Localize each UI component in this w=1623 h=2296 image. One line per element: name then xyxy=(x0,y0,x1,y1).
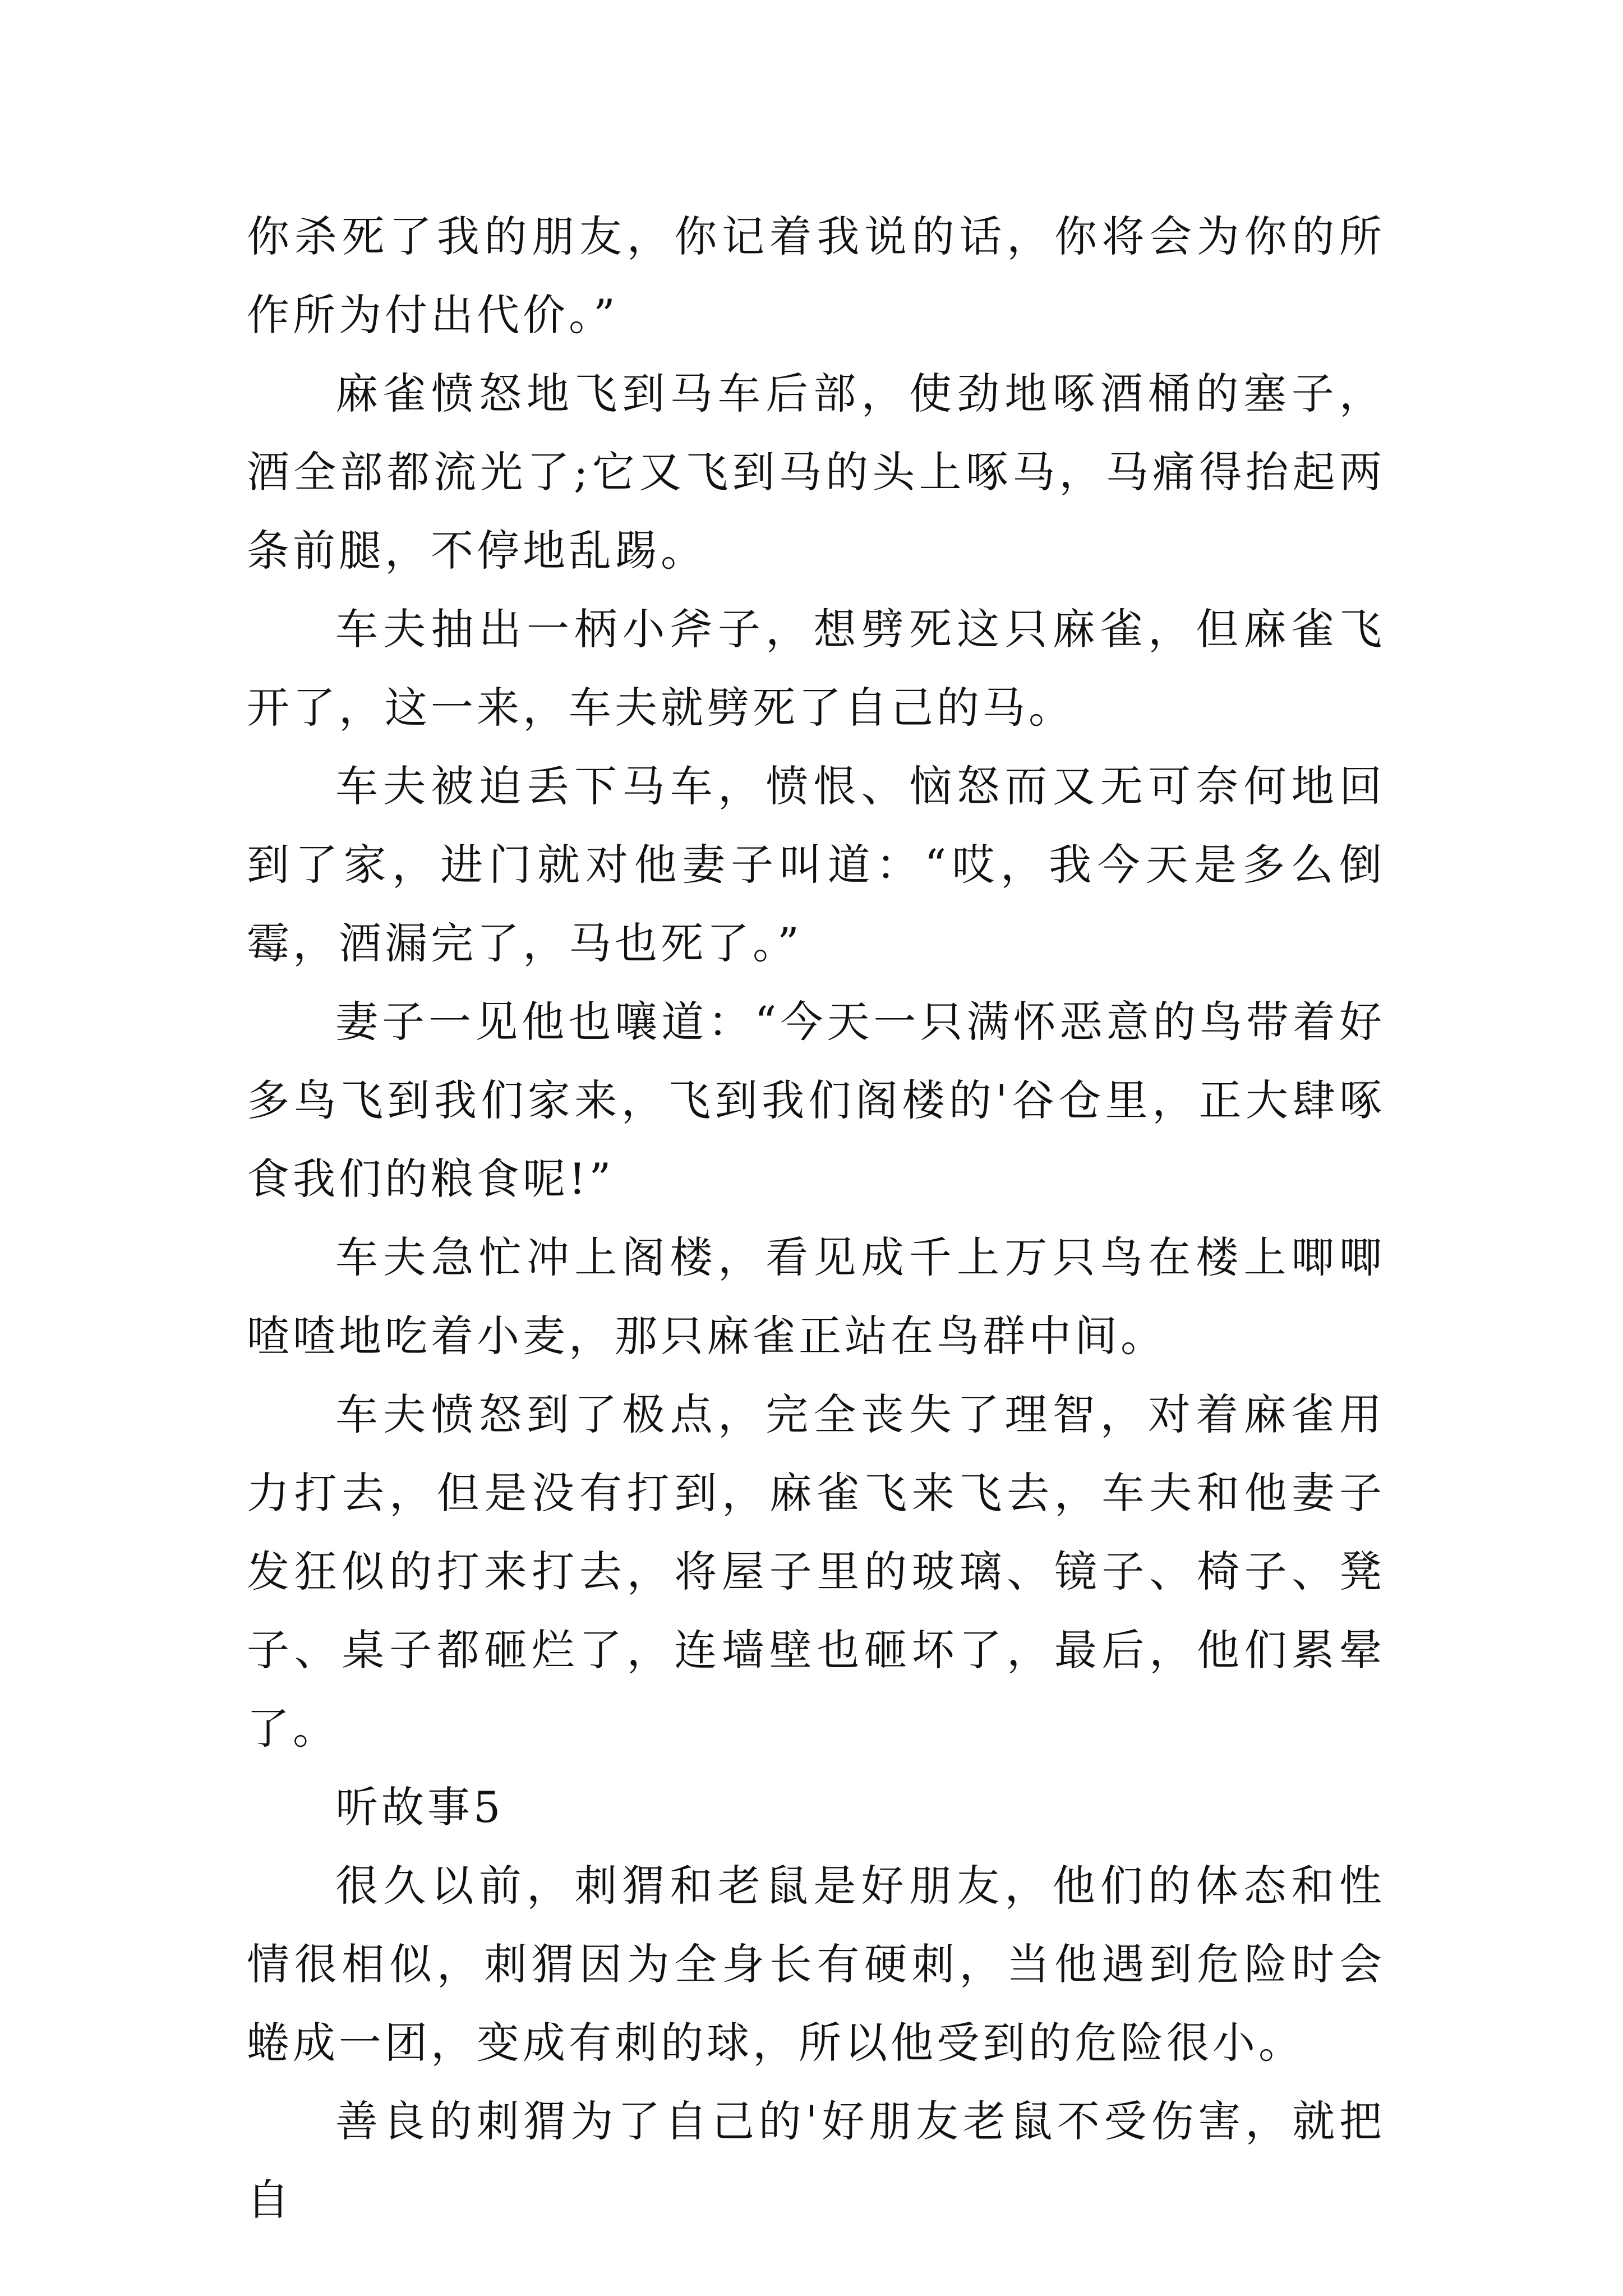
paragraph-4: 车夫被迫丢下马车，愤恨、恼怒而又无可奈何地回到了家，进门就对他妻子叫道：“哎，我今天是多么倒霉，酒漏完了，马也死了。” xyxy=(247,761,1385,968)
section-heading: 听故事5 xyxy=(335,1782,504,1832)
paragraph-3: 车夫抽出一柄小斧子，想劈死这只麻雀，但麻雀飞开了，这一来，车夫就劈死了自己的马。 xyxy=(247,604,1385,733)
paragraph-6: 车夫急忙冲上阁楼，看见成千上万只鸟在楼上唧唧喳喳地吃着小麦，那只麻雀正站在鸟群中间。 xyxy=(247,1232,1385,1361)
paragraph-5: 妻子一见他也嚷道：“今天一只满怀恶意的鸟带着好多鸟飞到我们家来，飞到我们阁楼的'谷仓里，正大肆啄食我们的粮食呢!” xyxy=(247,997,1385,1204)
paragraph-7: 车夫愤怒到了极点，完全丧失了理智，对着麻雀用力打去，但是没有打到，麻雀飞来飞去，车夫和他妻子发狂似的打来打去，将屋子里的玻璃、镜子、椅子、凳子、桌子都砸烂了，连墙壁也砸坏了，最后，他们累晕了。 xyxy=(247,1389,1385,1754)
paragraph-2: 麻雀愤怒地飞到马车后部，使劲地啄酒桶的塞子，酒全部都流光了;它又飞到马的头上啄马，马痛得抬起两条前腿，不停地乱踢。 xyxy=(247,369,1385,576)
paragraph-1: 你杀死了我的朋友，你记着我说的话，你将会为你的所作所为付出代价。” xyxy=(247,211,1385,340)
body-text xyxy=(247,197,1385,2239)
paragraph-9: 善良的刺猬为了自己的'好朋友老鼠不受伤害，就把自 xyxy=(247,2096,1385,2225)
paragraph-8: 很久以前，刺猬和老鼠是好朋友，他们的体态和性情很相似，刺猬因为全身长有硬刺，当他遇到危险时会蜷成一团，变成有刺的球，所以他受到的危险很小。 xyxy=(247,1861,1385,2068)
